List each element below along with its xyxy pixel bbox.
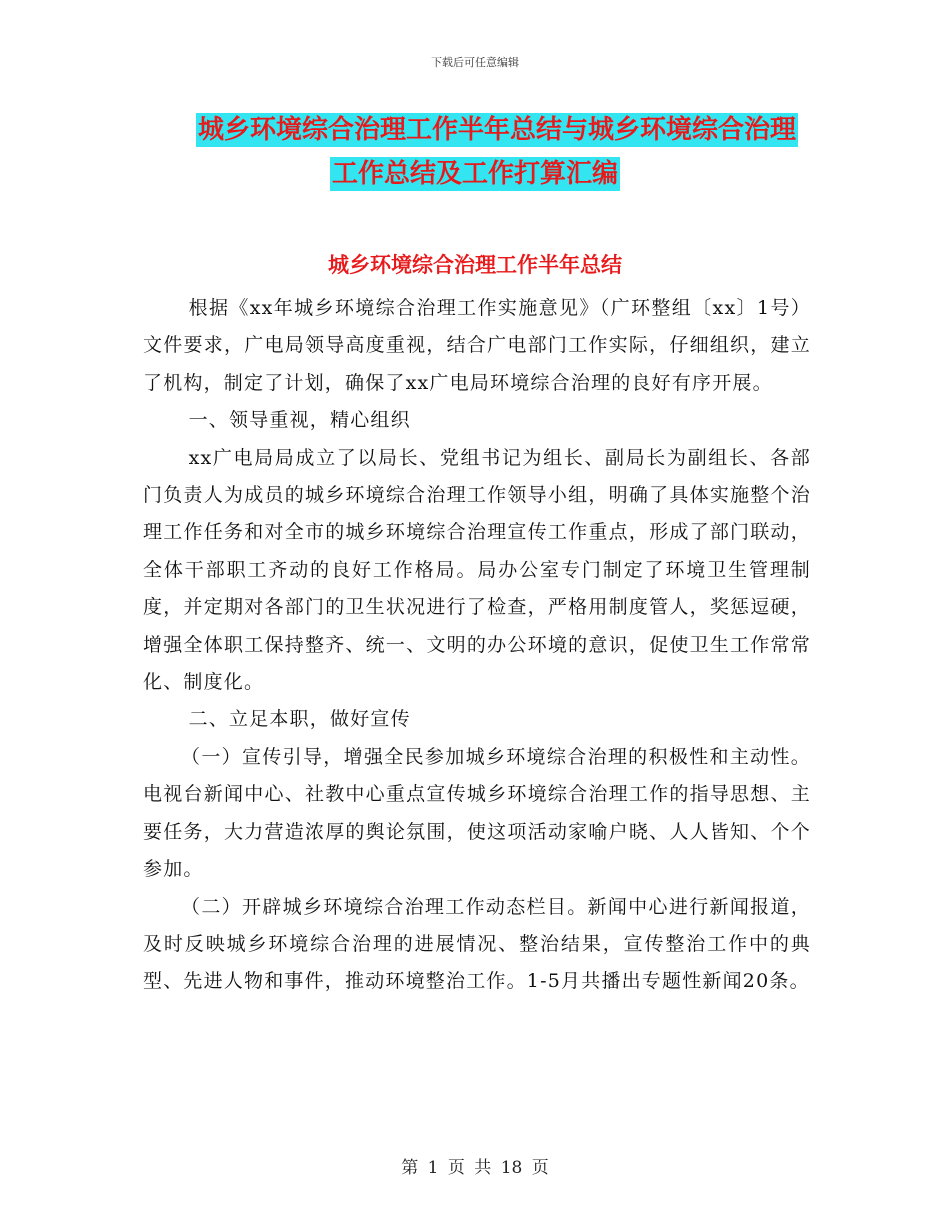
- document-title-text-2: 工作总结及工作打算汇编: [331, 159, 618, 189]
- section-title: 城乡环境综合治理工作半年总结: [328, 253, 622, 277]
- header-note: 下载后可任意编辑: [431, 56, 519, 69]
- document-title-text-1: 城乡环境综合治理工作半年总结与城乡环境综合治理: [197, 115, 796, 145]
- paragraph-publicity-1: （一）宣传引导，增强全民参加城乡环境综合治理的积极性和主动性。电视台新闻中心、社教中心重点宣传城乡环境综合治理工作的指导思想、主要任务，大力营造浓厚的舆论氛围，使这项活动家喻户晓、人人皆知、个个参加。: [143, 745, 811, 881]
- document-title-line-1: [22, 113, 950, 147]
- paragraph-organization: xx广电局局成立了以局长、党组书记为组长、副局长为副组长、各部门负责人为成员的城乡环境综合治理工作领导小组，明确了具体实施整个治理工作任务和对全市的城乡环境综合治理宣传工作重点，形成了部门联动，全体干部职工齐动的良好工作格局。局办公室专门制定了环境卫生管理制度，并定期对各部门的卫生状况进行了检查，严格用制度管人，奖惩逗硬，增强全体职工保持整齐、统一、文明的办公环境的意识，促使卫生工作常常化、制度化。: [143, 446, 811, 694]
- document-body: [143, 290, 811, 1001]
- heading-two: 二、立足本职，做好宣传: [188, 708, 411, 731]
- paragraph-intro: 根据《xx年城乡环境综合治理工作实施意见》（广环整组〔xx〕1号）文件要求，广电局领导高度重视，结合广电部门工作实际，仔细组织，建立了机构，制定了计划，确保了xx广电局环境综合治理的良好有序开展。: [143, 297, 811, 394]
- document-title-line-2: [0, 157, 950, 191]
- heading-one: 一、领导重视，精心组织: [188, 409, 411, 432]
- page-number: 第 1 页 共 18 页: [401, 1158, 549, 1178]
- paragraph-publicity-2: （二）开辟城乡环境综合治理工作动态栏目。新闻中心进行新闻报道，及时反映城乡环境综合治理的进展情况、整治结果，宣传整治工作中的典型、先进人物和事件，推动环境整治工作。1-5月共播出专题性新闻20条。: [143, 895, 811, 993]
